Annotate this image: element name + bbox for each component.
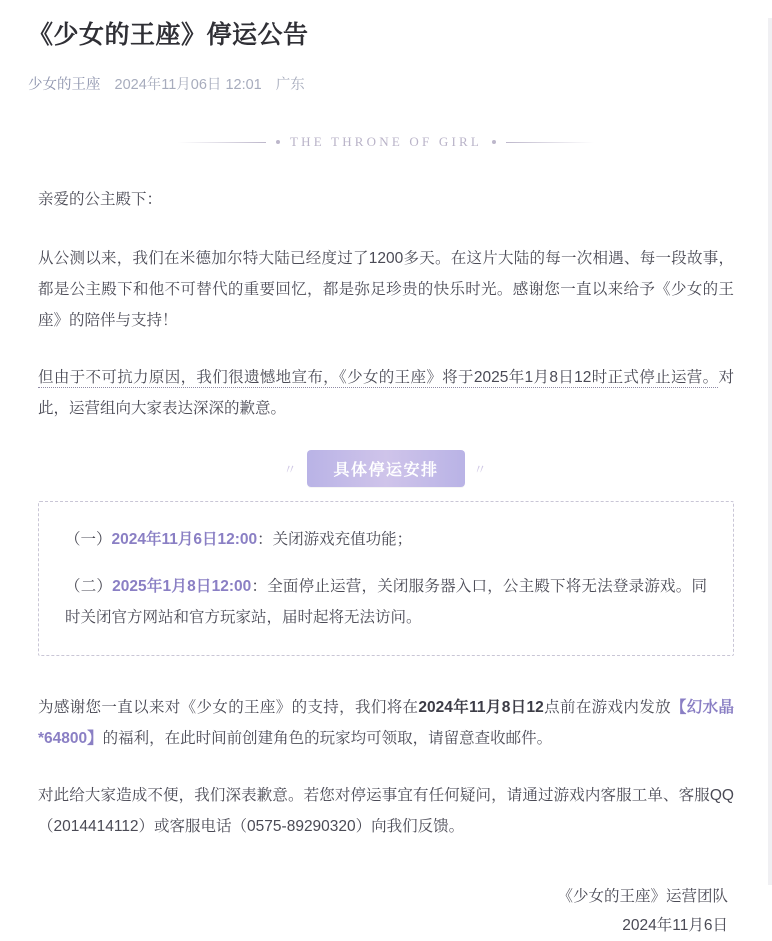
divider-dot-left [276,140,280,144]
schedule-item-date: 2024年11月6日12:00 [111,531,258,548]
banner-deco-left-icon: 〃 [283,462,299,477]
decorative-divider [28,134,744,150]
schedule-item-text: ：全面停止运营，关闭服务器入口，公主殿下将无法登录游戏。同时关闭官方网站和官方玩家站，届时起将无法访问。 [65,578,707,626]
contact-paragraph: 对此给大家造成不便，我们深表歉意。若您对停运事宜有任何疑问，请通过游戏内客服工单、客服QQ（2014414112）或客服电话（0575-89290320）向我们反馈。 [38,787,734,835]
schedule-banner-label: 具体停运安排 [307,450,464,487]
compensation-paragraph [38,692,734,754]
article-meta [28,73,744,94]
author-link[interactable]: 少女的王座 [28,77,101,93]
greeting-paragraph: 亲爱的公主殿下： [38,191,163,208]
divider-text: THE THRONE OF GIRL [289,134,483,149]
schedule-item [65,524,707,555]
banner-deco-right-icon: 〃 [473,462,489,477]
compensation-text-b: 点前在游戏内发放 [543,699,671,716]
article-body [28,184,744,941]
announcement-page [0,18,772,935]
signature-team: 《少女的王座》运营团队 [557,888,728,905]
compensation-text-c: 的福利，在此时间前创建角色的玩家均可领取，请留意查收邮件。 [102,730,553,747]
announcement-paragraph [38,362,734,424]
compensation-text-a: 为感谢您一直以来对《少女的王座》的支持，我们将在 [38,699,419,716]
schedule-item [65,571,707,633]
schedule-item-index: （二） [65,578,113,595]
divider-line-left [178,142,266,143]
scrollbar-track[interactable] [768,18,772,885]
signature-block [38,882,734,941]
compensation-gift: 【幻水晶*64800】 [38,699,734,747]
schedule-box [38,501,734,656]
schedule-item-date: 2025年1月8日12:00 [112,578,252,595]
divider-line-right [506,142,594,143]
schedule-item-index: （一） [65,531,112,548]
signature-date: 2024年11月6日 [622,917,728,935]
publish-location: 广东 [275,77,305,93]
announcement-apology: 对此，运营组向大家表达深深的歉意。 [38,369,734,417]
compensation-deadline: 2024年11月8日12 [418,699,544,716]
schedule-item-text: ：关闭游戏充值功能； [257,531,413,548]
announcement-highlight: 但由于不可抗力原因，我们很遗憾地宣布，《少女的王座》将于2025年1月8日12时正式停止运营。 [38,369,719,386]
page-title: 《少女的王座》停运公告 [28,21,309,49]
schedule-banner [38,450,734,487]
divider-dot-right [492,140,496,144]
intro-paragraph: 从公测以来，我们在米德加尔特大陆已经度过了1200多天。在这片大陆的每一次相遇、每一段故事，都是公主殿下和他不可替代的重要回忆，都是弥足珍贵的快乐时光。感谢您一直以来给予《少女的王座》的陪伴与支持！ [38,250,734,329]
publish-date: 2024年11月06日 12:01 [114,77,262,93]
